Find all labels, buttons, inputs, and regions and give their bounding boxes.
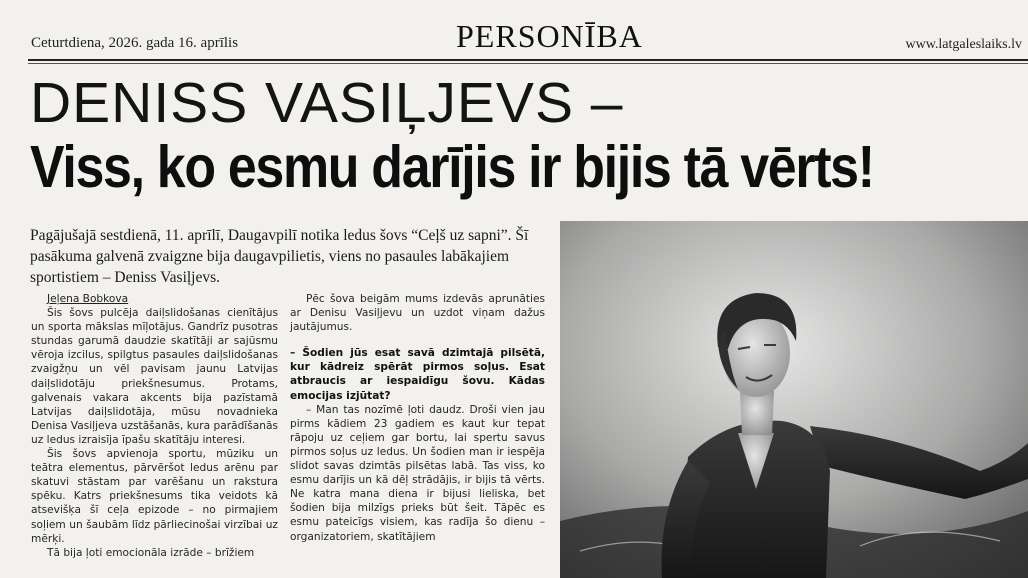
lead-paragraph: Pagājušajā sestdienā, 11. aprīlī, Daugavpilī notika ledus šovs “Ceļš uz sapni”. Šī pasākuma galvenā zvaigzne bija daugavpilietis, viens no pasaules labākajiem sportistiem – Deniss Vasiļjevs. bbox=[30, 227, 529, 286]
body-paragraph: Tā bija ļoti emocionāla izrāde – brīžiem bbox=[47, 546, 255, 559]
interview-question: – Šodien jūs esat savā dzimtajā pilsētā, kur kādreiz spērāt pirmos soļus. Esat atbraucis ar iespaidīgu šovu. Kādas emocijas izjūtat? bbox=[290, 347, 545, 402]
skater-photo bbox=[560, 221, 1028, 578]
body-paragraph: Šis šovs pulcēja daiļslidošanas cienītājus un sporta mākslas mīļotājus. Gandrīz pusotras stundas garumā daudzie skatītāji ar sajūsmu vēroja izcilus, spilgtus pasaules daiļslidošanas zvaigžņu un vēl pavisam jaunu Latvijas daiļslidotāju priekšnesumus. Protams, galvenais vakara akcents bija pazīstamā Latvijas daiļslidotāja, mūsu novadnieka Denisa Vasiļjeva uzstāšanās, kura parādīšanās uz ledus izraisīja īpašu skatītāju interesi. bbox=[31, 307, 278, 446]
issue-date: Ceturtdiena, 2026. gada 16. aprīlis bbox=[31, 35, 239, 51]
article-column-1 bbox=[31, 292, 278, 560]
header-rule bbox=[28, 59, 1028, 61]
body-paragraph: Pēc šova beigām mums izdevās aprunāties ar Denisu Vasiļjevu un uzdot viņam dažus jautājumus. bbox=[290, 293, 545, 334]
website-url: www.latgaleslaiks.lv bbox=[905, 37, 1022, 52]
article-column-2 bbox=[290, 292, 545, 544]
header-rule-thin bbox=[28, 63, 1028, 64]
author-byline: Jeļena Bobkova bbox=[47, 293, 129, 305]
section-title: PERSONĪBA bbox=[456, 18, 643, 54]
headline-quote: Viss, ko esmu darījis ir bijis tā vērts! bbox=[30, 134, 874, 200]
body-paragraph: Šis šovs apvienoja sportu, mūziku un teātra elementus, pārvēršot ledus arēnu par skatuvi stāstam par varēšanu un rakstura spēku. Katrs priekšnesums tika veidots kā atsevišķa šī ceļa epizode – no pirmajiem soļiem un šaubām līdz pārliecinošai virzībai uz mērķi. bbox=[31, 448, 278, 545]
headline-name: DENISS VASIĻJEVS – bbox=[30, 71, 624, 135]
interview-answer: – Man tas nozīmē ļoti daudz. Droši vien jau pirms kādiem 23 gadiem es kaut kur tepat rāpoju uz ceļiem gar bortu, lai spertu savus pirmos soļus uz ledus. Un šodien man ir iespēja slidot savas dzimtās pilsētas labā. Tas viss, ko esmu darījis un kā dēļ strādājis, ir bijis tā vērts. Ne katra mana diena ir bijusi lieliska, bet šodien bija milzīgs prieks būt šeit. Tāpēc es esmu pateicīgs visiem, kas radīja šo dienu – organizatoriem, skatītājiem bbox=[290, 403, 545, 543]
